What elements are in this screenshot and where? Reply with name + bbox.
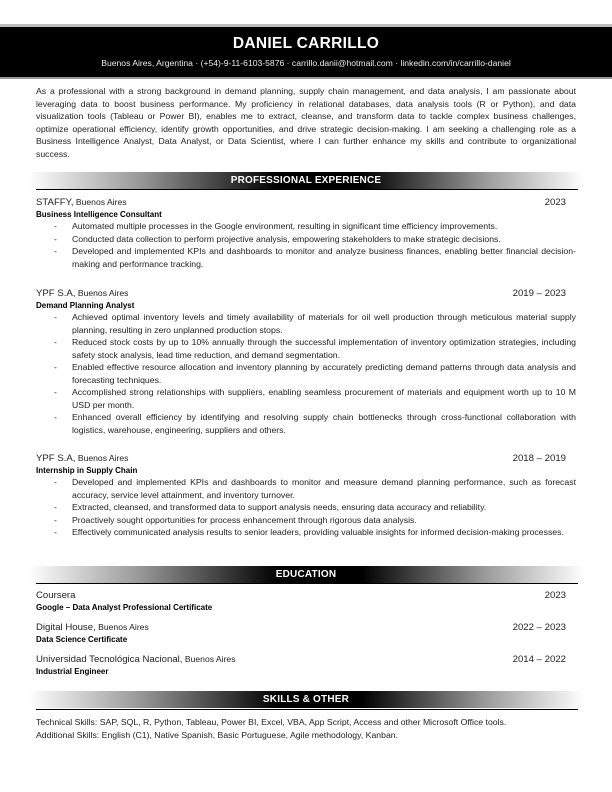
company-location: Buenos Aires (75, 288, 129, 298)
job-bullet: - Enhanced overall efficiency by identifying and resolving supply chain bottlenecks through cross-functional collaboration with logistics, warehouse, engineering, suppliers and others. (54, 412, 576, 435)
job-entry (36, 288, 576, 436)
education-dates: 2023 (544, 590, 566, 601)
additional-skills: Additional Skills: English (C1), Native Spanish, Basic Portuguese, Agile methodology, Kanban. (36, 730, 399, 740)
job-bullets (36, 311, 576, 436)
education-dates: 2014 – 2022 (512, 654, 566, 665)
resume-header (0, 27, 612, 77)
job-bullet: - Effectively communicated analysis results to senior leaders, providing valuable insights for informed decision-making processes. (54, 527, 564, 537)
job-dates: 2023 (544, 197, 566, 208)
contact-line: Buenos Aires, Argentina · (+54)-9-11-6103-5876 · carrillo.danii@hotmail.com · linkedin.com/in/carrillo-daniel (101, 58, 511, 68)
section-header-experience: PROFESSIONAL EXPERIENCE (28, 172, 584, 189)
school-name: Coursera (36, 590, 76, 601)
bullet-dash: - (54, 312, 57, 322)
education-dates: 2022 – 2023 (512, 622, 566, 633)
section-header-skills: SKILLS & OTHER (28, 691, 584, 708)
section-rule (36, 709, 578, 710)
school-name: Digital House, (36, 622, 96, 633)
job-bullets (36, 220, 576, 270)
skills-block (36, 716, 576, 742)
education-entry (36, 590, 576, 612)
company-name: STAFFY, (36, 197, 74, 208)
school-location: Buenos Aires (95, 622, 149, 632)
job-bullet: - Reduced stock costs by up to 10% annually through the successful implementation of inventory optimization strategies, including safety stock analysis, lead time reduction, and demand segmentation. (54, 337, 576, 360)
section-rule (36, 189, 578, 190)
job-bullet: - Achieved optimal inventory levels and timely availability of materials for oil well production through meticulous material supply planning, resulting in zero unplanned production stops. (54, 312, 576, 335)
bullet-dash: - (54, 246, 57, 256)
technical-skills: Technical Skills: SAP, SQL, R, Python, Tableau, Power BI, Excel, VBA, App Script, Access and other Microsoft Office tools. (36, 717, 507, 727)
bullet-dash: - (54, 221, 57, 231)
candidate-name: DANIEL CARRILLO (232, 35, 380, 52)
bullet-dash: - (54, 527, 57, 537)
job-entry (36, 453, 576, 539)
bullet-dash: - (54, 387, 57, 397)
job-bullet: - Developed and implemented KPIs and dashboards to monitor and analyze business finances, enabling better financial decision-making and performance tracking. (54, 246, 576, 269)
job-dates: 2018 – 2019 (512, 453, 566, 464)
degree: Data Science Certificate (36, 635, 128, 644)
job-entry (36, 197, 576, 270)
bullet-dash: - (54, 514, 57, 525)
company-location: Buenos Aires (73, 197, 127, 207)
bullet-dash: - (54, 412, 57, 422)
job-title: Business Intelligence Consultant (36, 210, 162, 219)
job-bullet: - Accomplished strong relationships with suppliers, enabling seamless procurement of materials and equipment worth up to 10 M USD per month. (54, 387, 576, 410)
job-title: Internship in Supply Chain (36, 466, 138, 475)
summary-paragraph: As a professional with a strong background in demand planning, supply chain management, and data analysis, I am passionate about leveraging data to boost business performance. My proficiency in relational databases, data analysis tools (R or Python), and data visualization tools (Tableau or Power BI), enables me to extract, cleanse, and transform data to tackle complex business challenges, optimize operational efficiency, identify growth opportunities, and drive strategic decision-making. I am seeking a challenging role as a Business Intelligence Analyst, Data Analyst, or Data Scientist, where I can further enhance my skills and contribute to organizational success. (36, 86, 576, 159)
job-bullet: - Proactively sought opportunities for process enhancement through rigorous data analysis. (54, 514, 417, 525)
company-name: YPF S.A, (36, 453, 76, 464)
job-bullet: - Conducted data collection to perform projective analysis, empowering stakeholders to make strategic decisions. (54, 233, 501, 244)
job-title: Demand Planning Analyst (36, 301, 135, 310)
section-rule (36, 583, 578, 584)
school-location: Buenos Aires (182, 654, 236, 664)
company-name: YPF S.A, (36, 288, 76, 299)
job-bullets (36, 476, 576, 539)
bullet-dash: - (54, 233, 57, 244)
education-entry (36, 654, 576, 676)
job-dates: 2019 – 2023 (512, 288, 566, 299)
company-location: Buenos Aires (75, 453, 129, 463)
degree: Industrial Engineer (36, 667, 109, 676)
header-bottom-rule (0, 77, 612, 79)
section-header-education: EDUCATION (28, 566, 584, 583)
education-entry (36, 622, 576, 644)
bullet-dash: - (54, 477, 57, 487)
bullet-dash: - (54, 337, 57, 347)
job-bullet: - Enabled effective resource allocation and inventory planning by accurately predicting demand patterns through data analysis and forecasting techniques. (54, 362, 576, 385)
degree: Google – Data Analyst Professional Certificate (36, 603, 213, 612)
job-bullet: - Extracted, cleansed, and transformed data to support analysis needs, ensuring data accuracy and reliability. (54, 502, 487, 512)
job-bullet: - Automated multiple processes in the Google environment, resulting in significant time efficiency improvements. (54, 221, 498, 231)
bullet-dash: - (54, 362, 57, 372)
bullet-dash: - (54, 502, 57, 512)
school-name: Universidad Tecnológica Nacional, (36, 654, 183, 665)
job-bullet: - Developed and implemented KPIs and dashboards to monitor and measure demand planning performance, such as forecast accuracy, service level attainment, and inventory turnover. (54, 477, 576, 500)
